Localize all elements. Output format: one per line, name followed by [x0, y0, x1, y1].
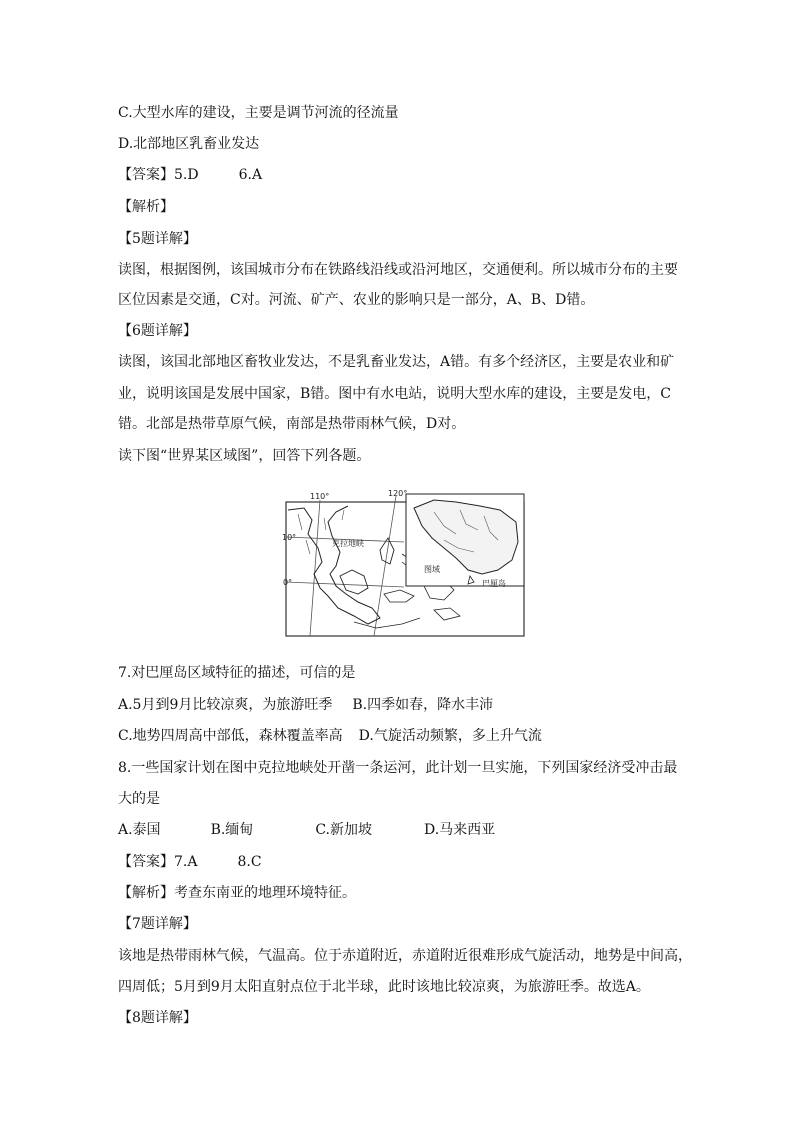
option-8c: C.新加坡	[315, 822, 372, 838]
option-8d: D.马来西亚	[423, 822, 496, 838]
coastline	[288, 506, 380, 624]
option-c-q6: C.大型水库的建设，主要是调节河流的径流量	[118, 105, 399, 121]
island-sulawesi	[384, 590, 414, 602]
analysis-heading: 【解析】	[118, 199, 174, 215]
label-bali: 巴厘岛	[482, 579, 506, 588]
southeast-asia-map	[284, 490, 530, 640]
options-8	[118, 820, 495, 840]
label-120: 120°	[388, 489, 408, 498]
option-7c: C.地势四周高中部低，森林覆盖率高	[118, 728, 343, 744]
answer-5-6	[118, 165, 262, 185]
label-110: 110°	[310, 492, 330, 501]
map-instruction: 读下图“世界某区域图”，回答下列各题。	[118, 448, 371, 464]
question-8-line-2: 大的是	[118, 791, 160, 807]
detail-7-line-2: 四周低；5月到9月太阳直射点位于北半球，此时该地比较凉爽，为旅游旺季。故选A。	[118, 979, 650, 995]
option-8b: B.缅甸	[210, 822, 254, 838]
option-7d: D.气旋活动频繁，多上升气流	[358, 728, 542, 744]
detail-5-line-2: 区位因素是交通，C对。河流、矿产、农业的影响只是一部分，A、B、D错。	[118, 292, 595, 308]
label-0: 0°	[283, 578, 293, 587]
label-kra: 克拉地峡	[332, 539, 364, 548]
detail-heading-7: 【7题详解】	[118, 916, 197, 932]
option-7b: B.四季如春，降水丰沛	[352, 697, 494, 713]
answer-7: 【答案】7.A	[118, 854, 198, 870]
question-7: 7.对巴厘岛区域特征的描述，可信的是	[118, 665, 356, 681]
island-java-chain	[354, 618, 420, 628]
label-enlarged: 图域	[424, 565, 440, 574]
answer-7-8	[118, 852, 262, 872]
options-7-ab	[118, 695, 493, 715]
detail-heading-6: 【6题详解】	[118, 323, 197, 339]
detail-heading-8: 【8题详解】	[118, 1010, 197, 1026]
analysis-7-8: 【解析】考查东南亚的地理环境特征。	[118, 885, 356, 901]
detail-6-line-3: 错。北部是热带草原气候，南部是热带雨林气候，D对。	[118, 416, 466, 432]
answer-label-5: 【答案】5.D	[118, 167, 199, 183]
detail-7-line-1: 该地是热带雨林气候，气温高。位于赤道附近，赤道附近很难形成气旋活动，地势是中间高，	[118, 948, 692, 964]
answer-6: 6.A	[238, 167, 263, 183]
detail-6-line-2: 业，说明该国是发展中国家，B错。图中有水电站，说明大型水库的建设，主要是发电，C	[118, 386, 671, 402]
option-d-q6: D.北部地区乳畜业发达	[118, 136, 260, 152]
label-10: 10°	[282, 533, 297, 542]
parallel-0	[286, 582, 404, 587]
detail-6-line-1: 读图，该国北部地区畜牧业发达，不是乳畜业发达，A错。有多个经济区，主要是农业和矿	[118, 354, 675, 370]
detail-5-line-1: 读图，根据图例，该国城市分布在铁路线沿线或沿河地区，交通便利。所以城市分布的主要	[118, 262, 678, 278]
option-7a: A.5月到9月比较凉爽，为旅游旺季	[118, 697, 333, 713]
detail-heading-5: 【5题详解】	[118, 231, 197, 247]
answer-8: 8.C	[237, 854, 262, 870]
option-8a: A.泰国	[118, 822, 161, 838]
options-7-cd	[118, 726, 542, 746]
island-borneo	[340, 570, 368, 594]
question-8-line-1: 8.一些国家计划在图中克拉地峡处开凿一条运河，此计划一旦实施，下列国家经济受冲击最	[118, 760, 678, 776]
